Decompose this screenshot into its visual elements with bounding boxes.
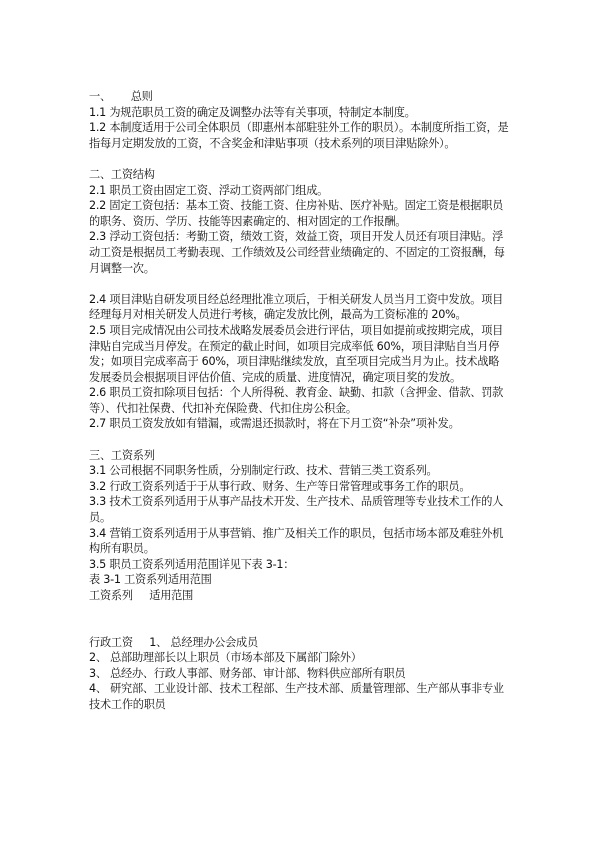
table-caption: 表 3-1 工资系列适用范围: [89, 573, 212, 587]
spacer: [89, 276, 509, 292]
section-3-title: 三、工资系列: [89, 448, 155, 462]
clause-2-7: 2.7 职员工资发放如有错漏，或需退还损款时，将在下月工资“补杂”项补发。: [89, 417, 460, 431]
clause-2-4: 2.4 项目津贴自研发项目经总经理批准立项后，于相关研发人员当月工资中发放。项目经理每月对相关研发人员进行考核，确定发放比例，最高为工资标准的 20%。: [89, 292, 504, 322]
spacer: [89, 604, 509, 635]
clause-3-3: 3.3 技术工资系列适用于从事产品技术开发、生产技术、品质管理等专业技术工作的人员。: [89, 495, 504, 525]
clause-2-6: 2.6 职员工资扣除项目包括：个人所得税、教育金、缺勤、扣款（含押金、借款、罚款等）、代扣社保费、代扣补充保险费、代扣住房公积金。: [89, 386, 504, 415]
table-row: 行政工资 1、 总经理办公会成员: [89, 635, 258, 649]
clause-1-1: 1.1 为规范职员工资的确定及调整办法等有关事项，特制定本制度。: [89, 105, 416, 119]
spacer: [89, 151, 509, 167]
clause-2-1: 2.1 职员工资由固定工资、浮动工资两部门组成。: [89, 183, 329, 197]
clause-2-2: 2.2 固定工资包括：基本工资、技能工资、住房补贴、医疗补贴。固定工资是根据职员的职务、资历、学历、技能等因素确定的、相对固定的工作报酬。: [89, 199, 504, 228]
clause-3-5: 3.5 职员工资系列适用范围详见下表 3-1：: [89, 557, 295, 571]
spacer: [89, 432, 509, 448]
table-row: 4、 研究部、工业设计部、技术工程部、生产技术部、质量管理部、生产部从事非专业技术工作的职员: [89, 682, 504, 711]
table-row: 3、 总经办、行政人事部、财务部、审计部、物料供应部所有职员: [89, 666, 406, 680]
document-body: [89, 89, 509, 713]
clause-3-2: 3.2 行政工资系列适于于从事行政、财务、生产等日常管理或事务工作的职员。: [89, 479, 471, 493]
table-row: 2、 总部助理部长以上职员（市场本部及下属部门除外）: [89, 651, 362, 665]
section-1-title: 一、 总则: [89, 90, 153, 103]
section-2-title: 二、工资结构: [89, 167, 155, 181]
clause-2-5: 2.5 项目完成情况由公司技术战略发展委员会进行评估，项目如提前或按期完成，项目津贴自完成当月停发。在预定的截止时间，如项目完成率低 60%，项目津贴自当月停发；如项目完成率高于 60%，项目津贴继续发放，直至项目完成当月为止。技术战略发展委员会根据项目评估价值、完成的质量、进度情况，确定项目奖的发放。: [89, 323, 504, 384]
clause-3-4: 3.4 营销工资系列适用于从事营销、推广及相关工作的职员，包括市场本部及难驻外机构所有职员。: [89, 526, 504, 556]
clause-1-2: 1.2 本制度适用于公司全体职员（即惠州本部駐驻外工作的职员）。本制度所指工资，是指每月定期发放的工资，不含奖金和津贴事项（技术系列的项目津贴除外）。: [89, 121, 509, 150]
clause-2-3: 2.3 浮动工资包括：考勤工资，绩效工资，效益工资，项目开发人员还有项目津贴。浮动工资是根据员工考勤表现、工作绩效及公司经营业绩确定的、不固定的工资报酬，每月调整一次。: [89, 230, 505, 275]
table-header: 工资系列 适用范围: [89, 589, 194, 602]
clause-3-1: 3.1 公司根据不同职务性质，分别制定行政、技术、营销三类工资系列。: [89, 464, 438, 478]
